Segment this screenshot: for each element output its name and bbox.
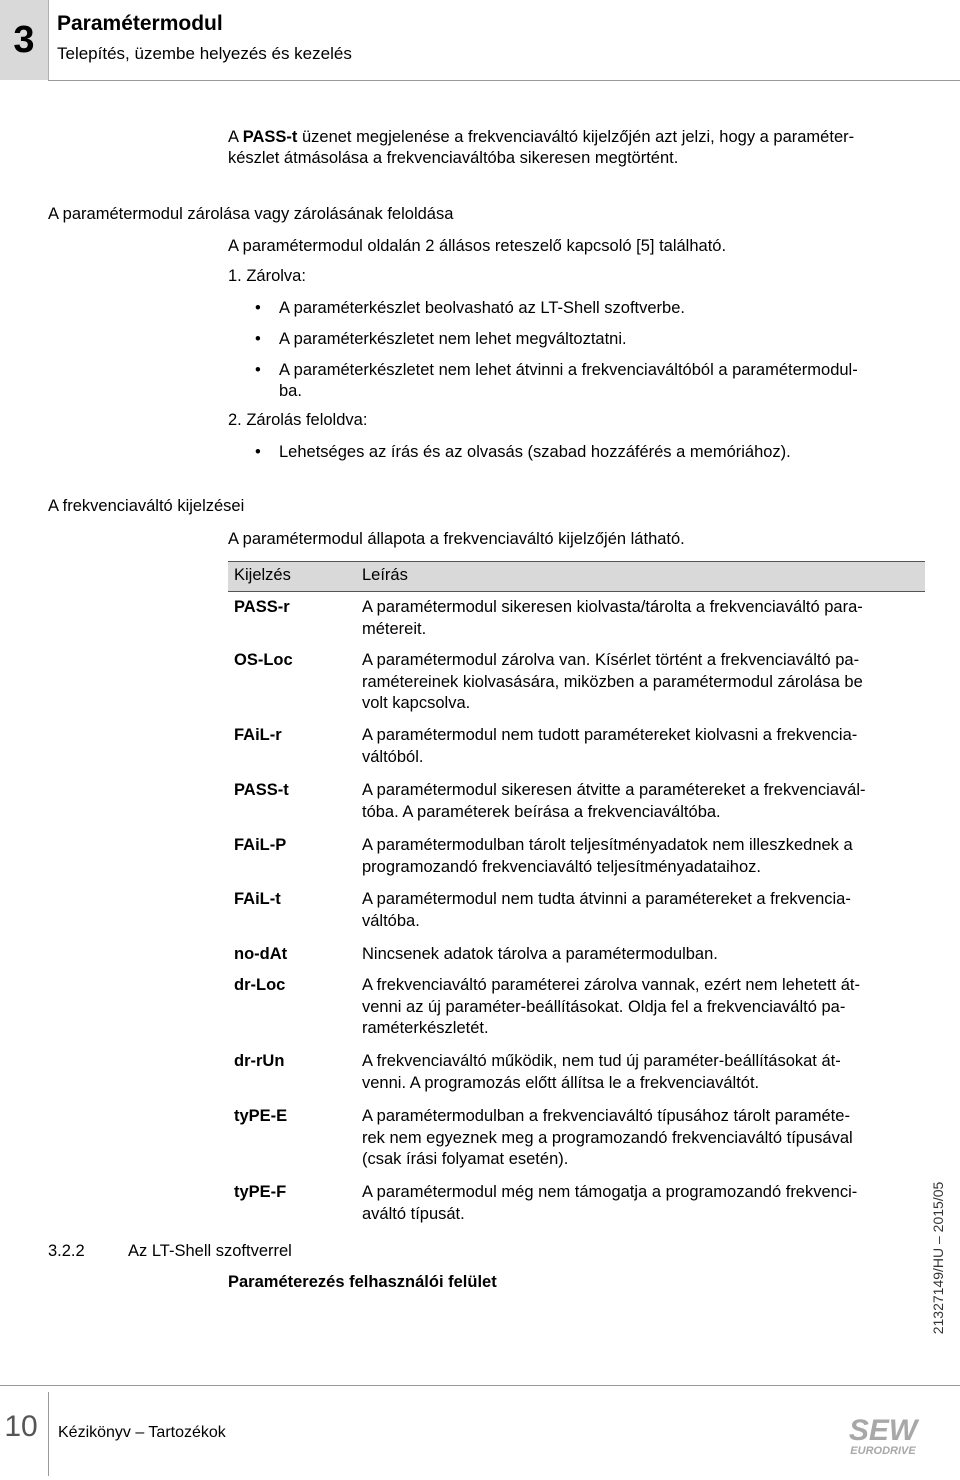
page-title: Paramétermodul (57, 12, 223, 35)
display-code: PASS-r (234, 598, 290, 616)
bullet-icon: • (255, 299, 261, 317)
header-divider (48, 80, 960, 81)
display-code: OS-Loc (234, 651, 293, 669)
sew-eurodrive-logo (840, 1412, 926, 1458)
display-description: A frekvenciaváltó működik, nem tud új paraméter-beállításokat át- venni. A programozás előtt állítsa le a frekvenciaváltót. (362, 1052, 841, 1092)
bullet-icon: • (255, 361, 261, 379)
sew-logo-icon (840, 1412, 926, 1458)
display-description: A paramétermodul sikeresen kiolvasta/tárolta a frekvenciaváltó para- métereit. (362, 598, 863, 638)
list-item: • A paraméterkészletet nem lehet megváltoztatni. (255, 330, 627, 348)
column-header-description: Leírás (362, 566, 408, 584)
display-code: FAiL-t (234, 890, 281, 908)
page-number: 10 (4, 1410, 38, 1443)
column-header-display: Kijelzés (234, 566, 291, 584)
display-table (228, 561, 925, 1223)
display-code: PASS-t (234, 781, 289, 799)
footer-document-title: Kézikönyv – Tartozékok (58, 1424, 226, 1441)
display-description: A paramétermodul sikeresen átvitte a paramétereket a frekvenciavál- tóba. A paraméterek beírása a frekvenciaváltóba. (362, 781, 866, 821)
intro-line1: üzenet megjelenése a frekvenciaváltó kijelzőjén azt jelzi, hogy a paraméter- (297, 128, 855, 146)
display-description: A paramétermodul még nem támogatja a programozandó frekvenci- aváltó típusát. (362, 1183, 858, 1223)
display-description: A frekvenciaváltó paraméterei zárolva vannak, ezért nem lehetett át- venni az új paraméter-beállításokat. Oldja fel a frekvenciaváltó pa- raméterkészletét. (362, 976, 861, 1037)
intro-paragraph (228, 127, 928, 169)
chapter-number: 3 (0, 0, 49, 80)
display-description: A paramétermodul nem tudott paramétereket kiolvasni a frekvencia- váltóból. (362, 726, 858, 766)
display-code: FAiL-P (234, 836, 287, 854)
lock-section-heading: A paramétermodul zárolása vagy zárolásának feloldása (48, 205, 454, 223)
display-code: FAiL-r (234, 726, 282, 744)
display-description: Nincsenek adatok tárolva a paramétermodulban. (362, 945, 718, 963)
display-section-intro: A paramétermodul állapota a frekvenciaváltó kijelzőjén látható. (228, 530, 685, 548)
lock-item-2: 2. Zárolás feloldva: (228, 411, 368, 429)
section-title: Az LT-Shell szoftverrel (128, 1242, 292, 1260)
display-code: dr-rUn (234, 1052, 285, 1070)
display-code: no-dAt (234, 945, 288, 963)
list-item: • Lehetséges az írás és az olvasás (szabad hozzáférés a memóriához). (255, 443, 791, 461)
display-description: A paramétermodulban tárolt teljesítményadatok nem illeszkednek a programozandó frekvenciaváltó teljesítményadataihoz. (362, 836, 853, 876)
display-section-heading: A frekvenciaváltó kijelzései (48, 497, 245, 515)
section-subheading: Paraméterezés felhasználói felület (228, 1273, 497, 1291)
footer-vertical-divider (48, 1392, 49, 1476)
section-number: 3.2.2 (48, 1242, 85, 1260)
svg-text:EURODRIVE: EURODRIVE (850, 1445, 916, 1457)
svg-text:SEW: SEW (848, 1414, 918, 1447)
display-description: A paramétermodul nem tudta átvinni a paramétereket a frekvencia- váltóba. (362, 890, 851, 930)
list-item: • A paraméterkészlet beolvasható az LT-Shell szoftverbe. (255, 299, 685, 317)
display-description: A paramétermodulban a frekvenciaváltó típusához tárolt paraméte- rek nem egyeznek meg a programozandó frekvenciaváltó típusával (csak írási folyamat esetén). (362, 1107, 853, 1168)
lock-section-text: A paramétermodul oldalán 2 állásos reteszelő kapcsoló [5] található. (228, 237, 727, 255)
intro-line2: készlet átmásolása a frekvenciaváltóba sikeresen megtörtént. (228, 149, 679, 167)
display-description: A paramétermodul zárolva van. Kísérlet történt a frekvenciaváltó pa- ramétereinek kiolvasására, miközben a paramétermodul zárolása be volt kapcsolva. (362, 651, 863, 712)
display-code: dr-Loc (234, 976, 286, 994)
lock-item-1: 1. Zárolva: (228, 267, 306, 285)
page-subtitle: Telepítés, üzembe helyezés és kezelés (57, 44, 352, 63)
display-code: tyPE-E (234, 1107, 288, 1125)
intro-bold-code: PASS-t (242, 128, 298, 146)
footer-divider (0, 1385, 960, 1386)
bullet-icon: • (255, 443, 261, 461)
bullet-icon: • (255, 330, 261, 348)
table-header (228, 561, 925, 592)
display-code: tyPE-F (234, 1183, 287, 1201)
intro-prefix: A (228, 128, 243, 146)
document-code: 21327149/HU – 2015/05 (930, 1181, 946, 1335)
list-item: • A paraméterkészletet nem lehet átvinni a frekvenciaváltóból a paramétermodul- ba. (255, 361, 858, 400)
